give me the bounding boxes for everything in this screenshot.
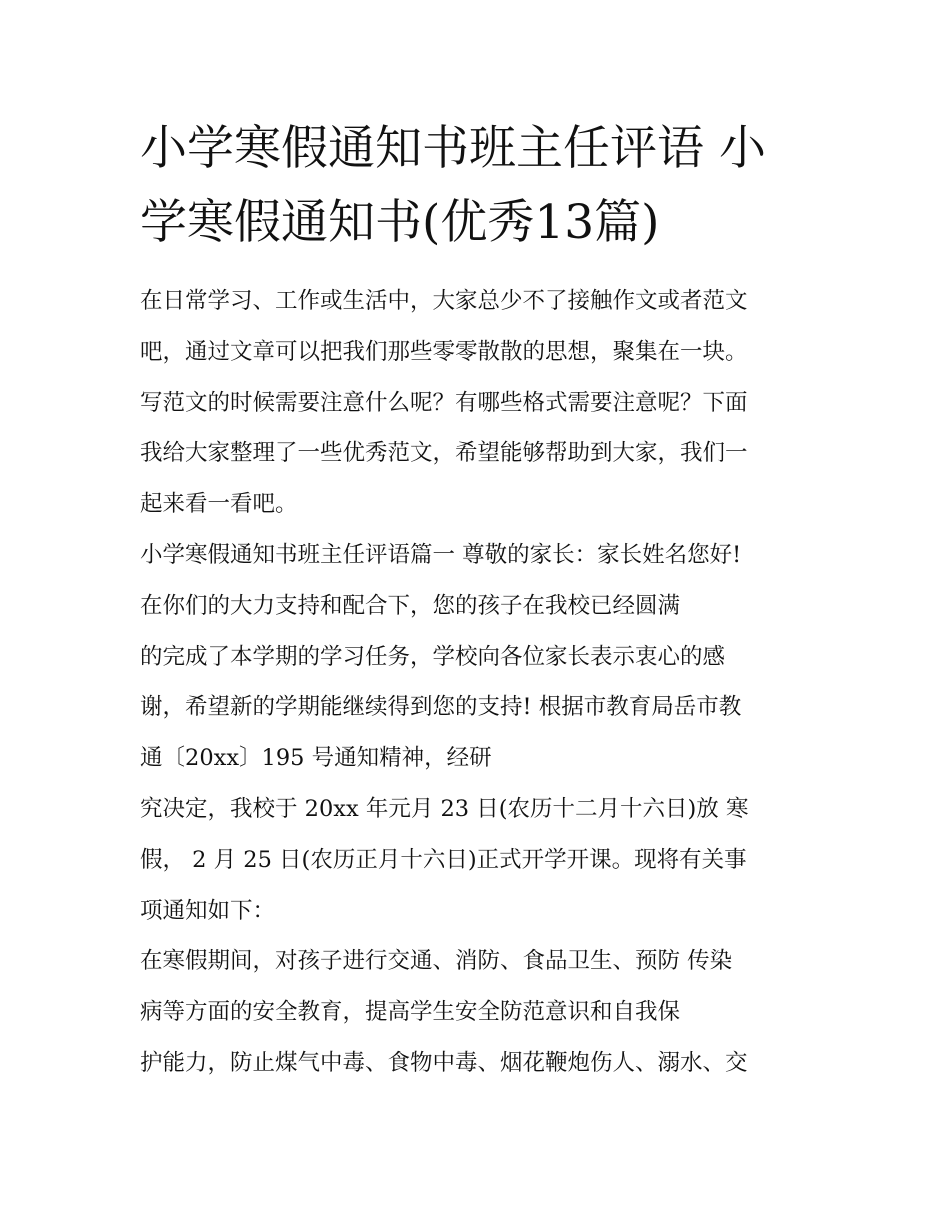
document-title [140, 112, 820, 260]
body-line: 写范文的时候需要注意什么呢？有哪些格式需要注意呢？下面 [140, 389, 748, 416]
body-line: 起来看一看吧。 [140, 491, 298, 518]
body-line: 病等方面的安全教育，提高学生安全防范意识和自我保 [140, 999, 681, 1026]
body-line: 小学寒假通知书班主任评语篇一 尊敬的家长：家长姓名您好! [140, 541, 742, 568]
body-line: 在寒假期间，对孩子进行交通、消防、食品卫生、预防 传染 [140, 948, 733, 975]
body-line: 假， 2 月 25 日(农历正月十六日)正式开学开课。现将有关事 [140, 846, 747, 873]
body-line: 谢，希望新的学期能继续得到您的支持! 根据市教育局岳市教 [140, 694, 742, 721]
body-line: 护能力，防止煤气中毒、食物中毒、烟花鞭炮伤人、溺水、交 [140, 1049, 748, 1076]
title-line: 学寒假通知书(优秀13篇) [140, 195, 660, 250]
body-line: 在日常学习、工作或生活中，大家总少不了接触作文或者范文 [140, 288, 748, 314]
body-line: 究决定，我校于 20xx 年元月 23 日(农历十二月十六日)放 寒 [140, 795, 749, 822]
body-line: 吧，通过文章可以把我们那些零零散散的思想，聚集在一块。 [140, 338, 748, 365]
body-line: 我给大家整理了一些优秀范文，希望能够帮助到大家，我们一 [140, 440, 748, 467]
document-body [140, 276, 830, 1089]
title-line: 小学寒假通知书班主任评语 小 [140, 121, 766, 176]
body-line: 项通知如下： [140, 897, 276, 924]
body-line: 通〔20xx〕195 号通知精神，经研 [140, 745, 492, 772]
body-line: 在你们的大力支持和配合下，您的孩子在我校已经圆满 [140, 592, 681, 619]
body-line: 的完成了本学期的学习任务，学校向各位家长表示衷心的感 [140, 643, 726, 670]
